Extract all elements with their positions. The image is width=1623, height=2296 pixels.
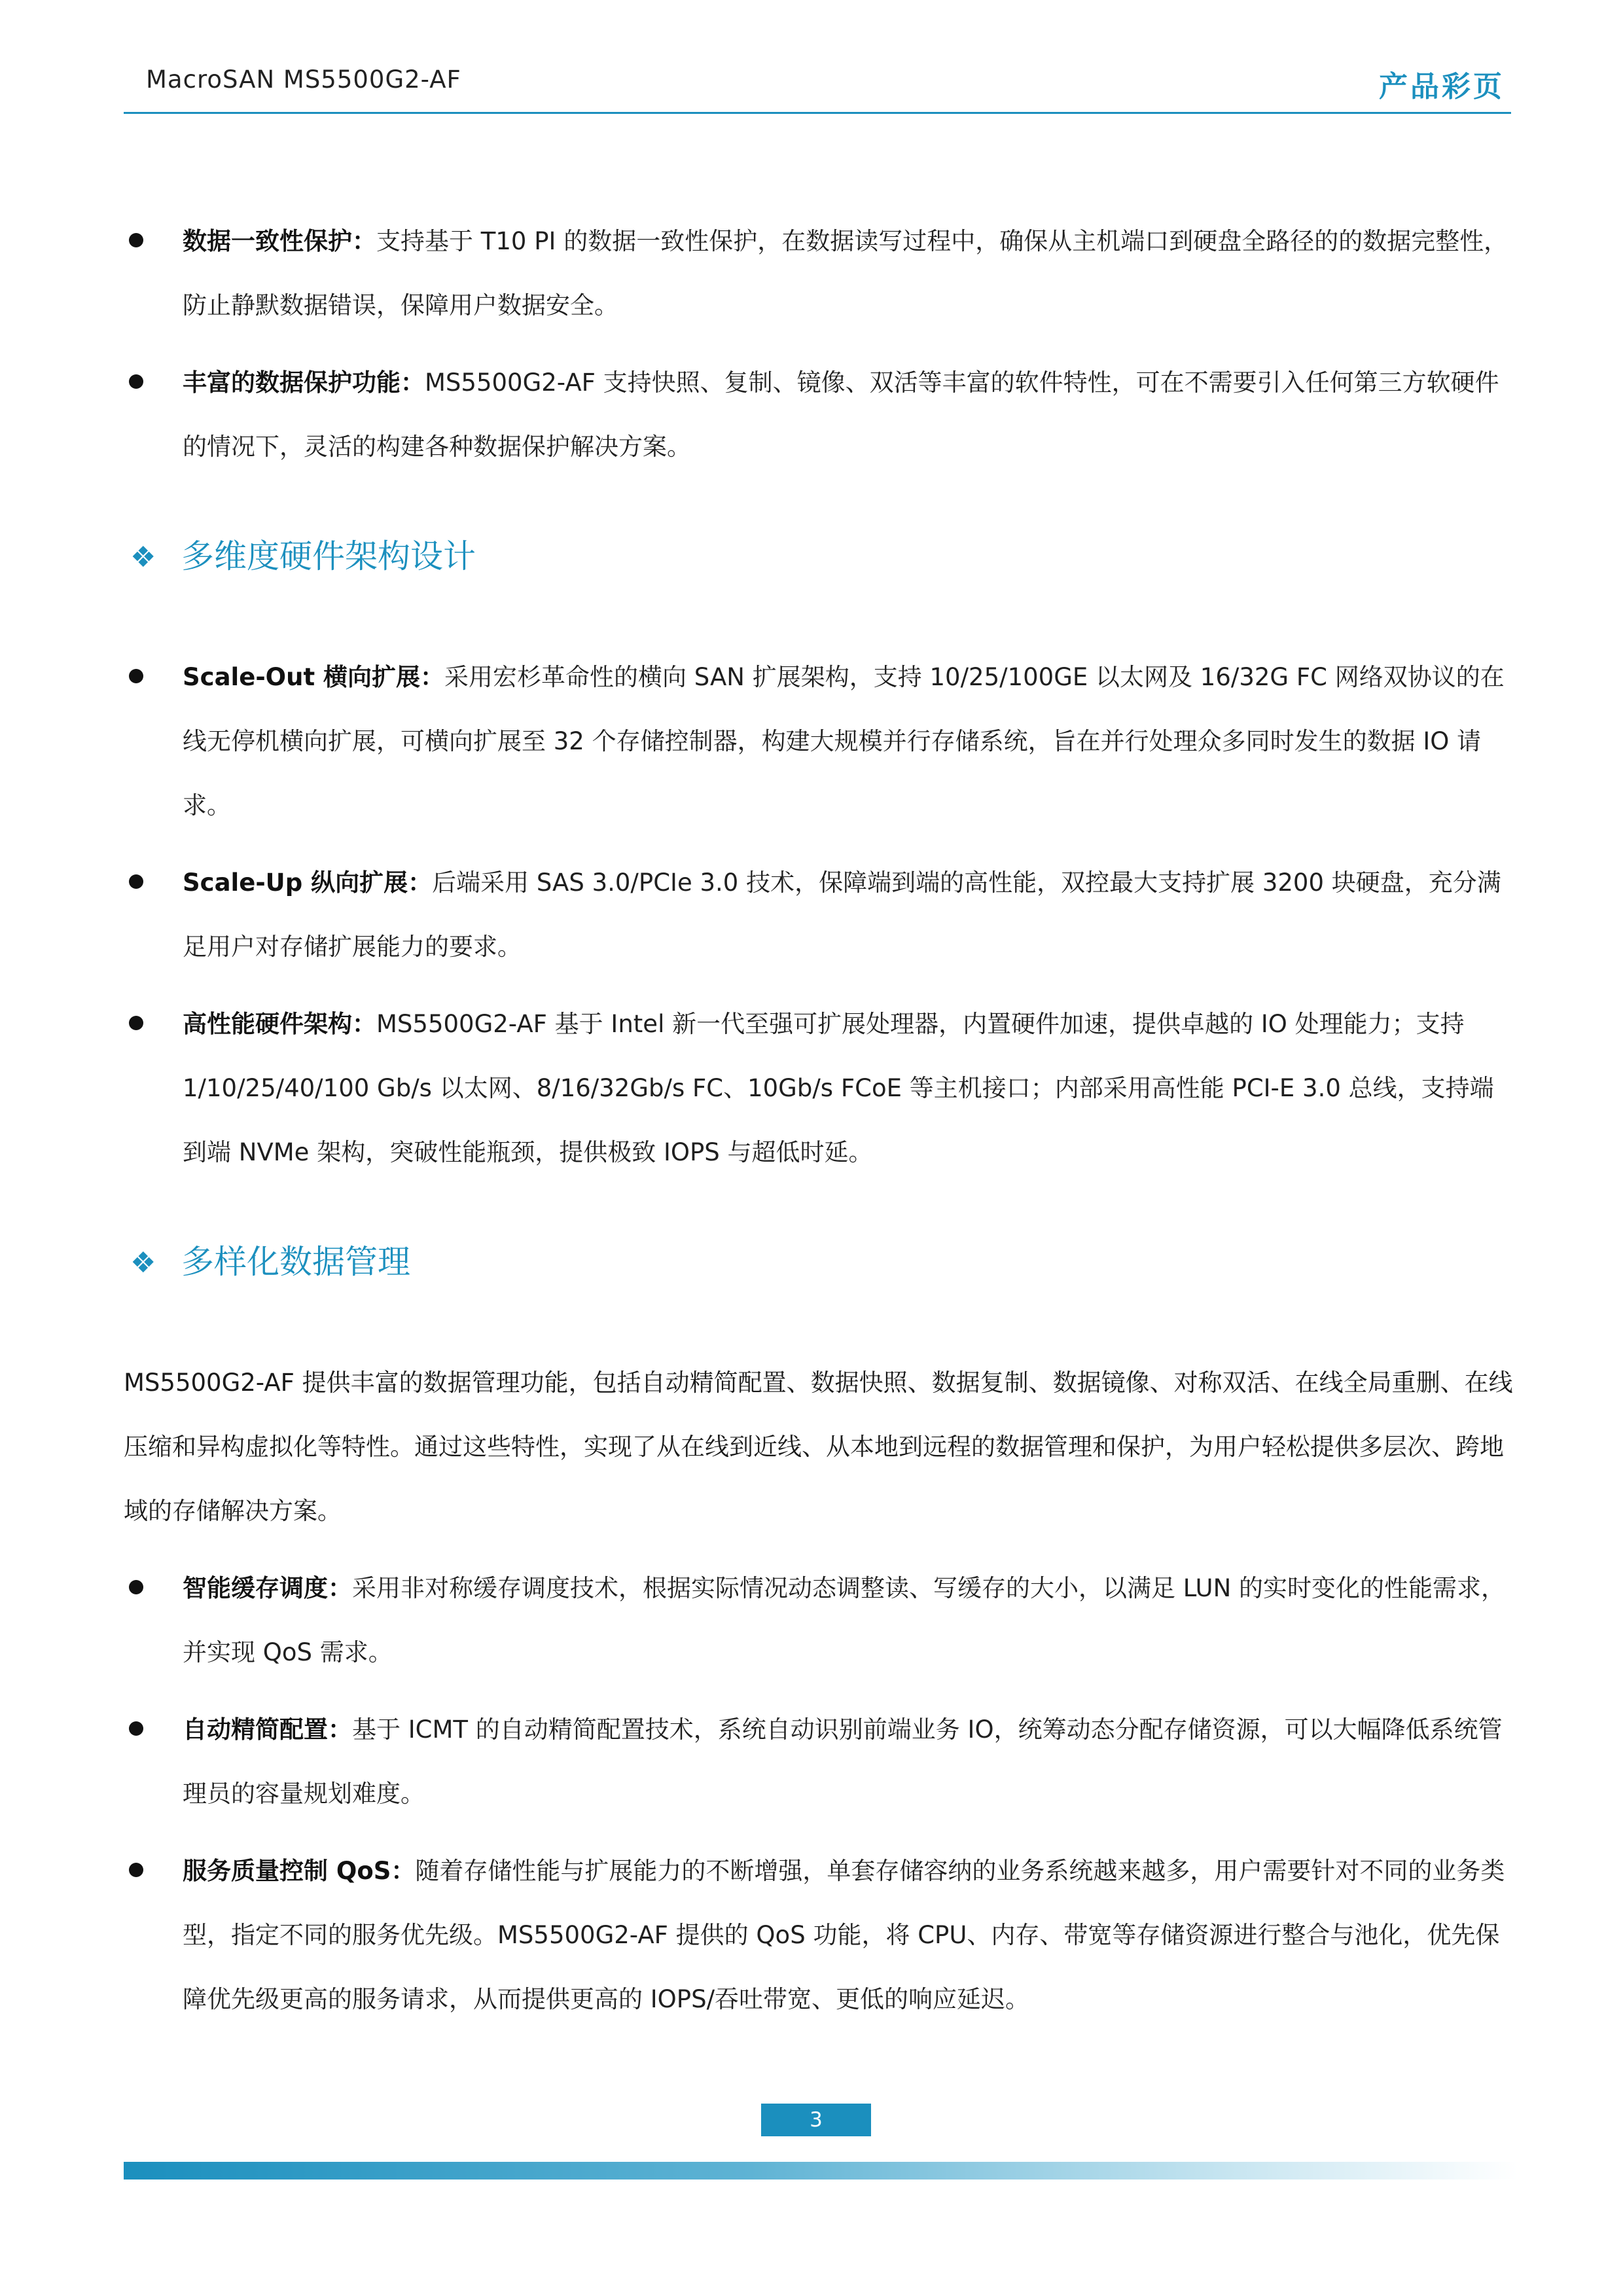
header-divider bbox=[124, 112, 1511, 114]
bullet-term: 自动精简配置： bbox=[183, 1715, 352, 1744]
list-item bbox=[124, 645, 1518, 838]
bullet-icon bbox=[129, 1580, 143, 1594]
bullet-text: 支持基于 T10 PI 的数据一致性保护，在数据读写过程中，确保从主机端口到硬盘全路径的的数据完整性，防止静默数据错误，保障用户数据安全。 bbox=[183, 227, 1508, 319]
section-title: 多样化数据管理 bbox=[181, 1243, 410, 1281]
bullet-icon bbox=[129, 1863, 143, 1877]
bullet-text: 后端采用 SAS 3.0/PCIe 3.0 技术，保障端到端的高性能，双控最大支持扩展 3200 块硬盘，充分满足用户对存储扩展能力的要求。 bbox=[183, 869, 1501, 961]
bullet-text: 随着存储性能与扩展能力的不断增强，单套存储容纳的业务系统越来越多，用户需要针对不同的业务类型，指定不同的服务优先级。MS5500G2-AF 提供的 QoS 功能，将 CPU、内存、带宽等存储资源进行整合与池化，优先保障优先级更高的服务请求，从而提供更高的 IOPS/吞吐带宽、更低的响应延迟。 bbox=[183, 1857, 1505, 2013]
bullet-icon bbox=[129, 874, 143, 889]
header-doc-type: 产品彩页 bbox=[1379, 70, 1505, 103]
bullet-text: 采用非对称缓存调度技术，根据实际情况动态调整读、写缓存的大小，以满足 LUN 的实时变化的性能需求，并实现 QoS 需求。 bbox=[183, 1574, 1506, 1666]
bullet-icon bbox=[129, 1016, 143, 1030]
bullet-text: MS5500G2-AF 支持快照、复制、镜像、双活等丰富的软件特性，可在不需要引入任何第三方软硬件的情况下，灵活的构建各种数据保护解决方案。 bbox=[183, 368, 1499, 461]
body-paragraph: MS5500G2-AF 提供丰富的数据管理功能，包括自动精简配置、数据快照、数据复制、数据镜像、对称双活、在线全局重删、在线压缩和异构虚拟化等特性。通过这些特性，实现了从在线到近线、从本地到远程的数据管理和保护，为用户轻松提供多层次、跨地域的存储解决方案。 bbox=[124, 1369, 1513, 1525]
diamond-cluster-icon: ❖ bbox=[130, 1246, 156, 1280]
list-item bbox=[124, 1556, 1518, 1685]
bullet-text: MS5500G2-AF 基于 Intel 新一代至强可扩展处理器，内置硬件加速，提供卓越的 IO 处理能力；支持 1/10/25/40/100 Gb/s 以太网、8/16/32Gb/s FC、10Gb/s FCoE 等主机接口；内部采用高性能 PCI-E 3.0 总线，支持端到端 NVMe 架构，突破性能瓶颈，提供极致 IOPS 与超低时延。 bbox=[183, 1010, 1494, 1166]
section-heading bbox=[124, 524, 1518, 589]
section-title: 多维度硬件架构设计 bbox=[181, 537, 476, 575]
bullet-term: 数据一致性保护： bbox=[183, 227, 376, 255]
page-content bbox=[124, 209, 1518, 2045]
bullet-icon bbox=[129, 1721, 143, 1736]
bullet-term: 服务质量控制 QoS： bbox=[183, 1857, 416, 1885]
list-item bbox=[124, 992, 1518, 1185]
page-number: 3 bbox=[761, 2104, 871, 2136]
bullet-term: Scale-Up 纵向扩展： bbox=[183, 869, 433, 897]
diamond-cluster-icon: ❖ bbox=[130, 541, 156, 574]
list-item bbox=[124, 851, 1518, 979]
bullet-term: Scale-Out 横向扩展： bbox=[183, 663, 445, 691]
bullet-term: 高性能硬件架构： bbox=[183, 1010, 376, 1038]
list-item bbox=[124, 1698, 1518, 1826]
bullet-text: 采用宏杉革命性的横向 SAN 扩展架构，支持 10/25/100GE 以太网及 16/32G FC 网络双协议的在线无停机横向扩展，可横向扩展至 32 个存储控制器，构建大规模并行存储系统，旨在并行处理众多同时发生的数据 IO 请求。 bbox=[183, 663, 1505, 819]
list-item bbox=[124, 209, 1518, 338]
bullet-term: 智能缓存调度： bbox=[183, 1574, 352, 1602]
list-item bbox=[124, 351, 1518, 479]
page-header bbox=[124, 60, 1511, 114]
bullet-icon bbox=[129, 374, 143, 389]
footer-gradient-bar bbox=[124, 2162, 1518, 2179]
header-product-name: MacroSAN MS5500G2-AF bbox=[146, 65, 461, 94]
bullet-text: 基于 ICMT 的自动精简配置技术，系统自动识别前端业务 IO，统筹动态分配存储资源，可以大幅降低系统管理员的容量规划难度。 bbox=[183, 1715, 1503, 1808]
section-heading bbox=[124, 1229, 1518, 1295]
bullet-icon bbox=[129, 669, 143, 683]
bullet-term: 丰富的数据保护功能： bbox=[183, 368, 425, 397]
list-item bbox=[124, 1839, 1518, 2032]
bullet-icon bbox=[129, 233, 143, 247]
